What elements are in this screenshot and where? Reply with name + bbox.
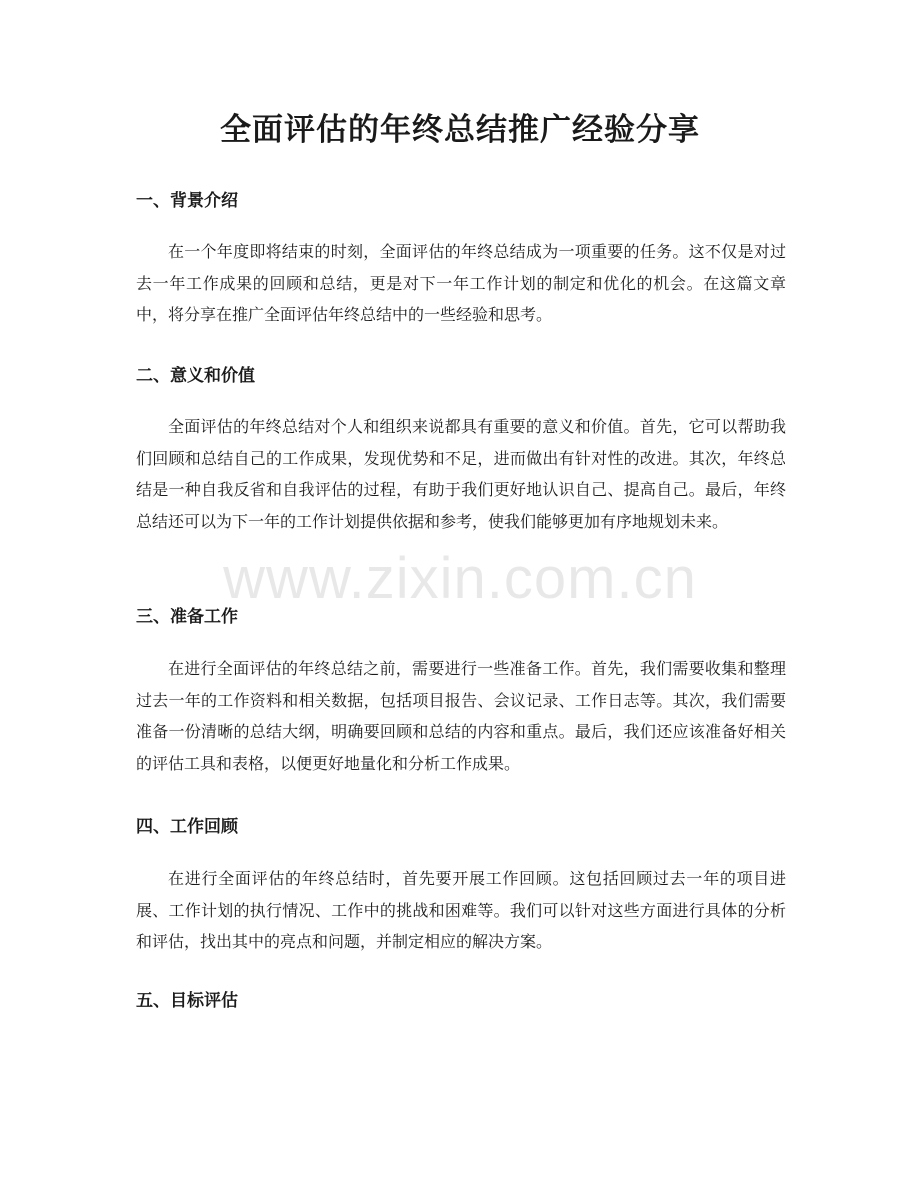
document-title: 全面评估的年终总结推广经验分享 [220, 112, 700, 148]
section-heading-preparation: 三、准备工作 [136, 607, 238, 627]
watermark-text: www.zixin.com.cn [223, 546, 697, 611]
section-heading-significance: 二、意义和价值 [136, 366, 255, 386]
section-paragraph-background: 在一个年度即将结束的时刻，全面评估的年终总结成为一项重要的任务。这不仅是对过去一年工作成果的回顾和总结，更是对下一年工作计划的制定和优化的机会。在这篇文章中，将分享在推广全面评估年终总结中的一些经验和思考。 [136, 242, 786, 324]
section-heading-background: 一、背景介绍 [136, 191, 238, 211]
section-paragraph-significance: 全面评估的年终总结对个人和组织来说都具有重要的意义和价值。首先，它可以帮助我们回顾和总结自己的工作成果，发现优势和不足，进而做出有针对性的改进。其次，年终总结是一种自我反省和自我评估的过程，有助于我们更好地认识自己、提高自己。最后，年终总结还可以为下一年的工作计划提供依据和参考，使我们能够更加有序地规划未来。 [136, 417, 786, 531]
section-paragraph-preparation: 在进行全面评估的年终总结之前，需要进行一些准备工作。首先，我们需要收集和整理过去一年的工作资料和相关数据，包括项目报告、会议记录、工作日志等。其次，我们需要准备一份清晰的总结大纲，明确要回顾和总结的内容和重点。最后，我们还应该准备好相关的评估工具和表格，以便更好地量化和分析工作成果。 [136, 659, 786, 773]
section-heading-review: 四、工作回顾 [136, 817, 238, 837]
section-heading-goal-evaluation: 五、目标评估 [136, 991, 238, 1011]
section-paragraph-review: 在进行全面评估的年终总结时，首先要开展工作回顾。这包括回顾过去一年的项目进展、工作计划的执行情况、工作中的挑战和困难等。我们可以针对这些方面进行具体的分析和评估，找出其中的亮点和问题，并制定相应的解决方案。 [136, 869, 786, 951]
